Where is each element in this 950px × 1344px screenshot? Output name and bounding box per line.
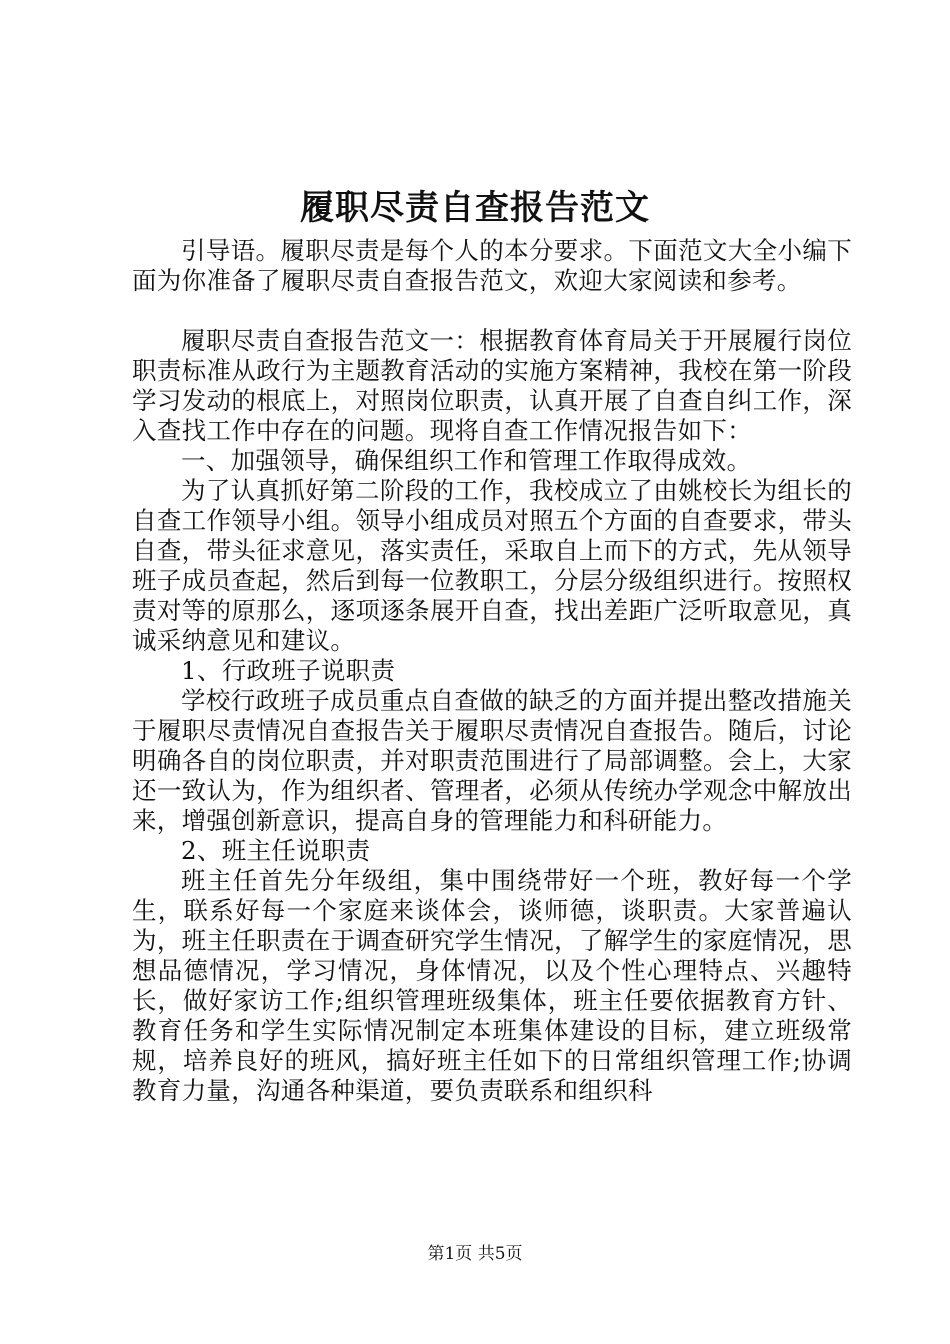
subsection-heading: 2、班主任说职责 — [181, 836, 371, 865]
body-paragraph: 为了认真抓好第二阶段的工作，我校成立了由姚校长为组长的自查工作领导小组。领导小组成员对照五个方面的自查要求，带头自查，带头征求意见，落实责任，采取自上而下的方式，先从领导班子成员查起，然后到每一位教职工，分层分级组织进行。按照权责对等的原那么，逐项逐条展开自查，找出差距广泛听取意见，真诚采纳意见和建议。 — [132, 476, 852, 655]
section-heading: 一、加强领导，确保组织工作和管理工作取得成效。 — [181, 446, 752, 475]
intro-paragraph: 引导语。履职尽责是每个人的本分要求。下面范文大全小编下面为你准备了履职尽责自查报告范文，欢迎大家阅读和参考。 — [132, 236, 852, 295]
page-footer: 第1页 共5页 — [427, 1244, 523, 1264]
document-title: 履职尽责自查报告范文 — [300, 188, 650, 228]
subsection-heading: 1、行政班子说职责 — [181, 656, 396, 685]
body-paragraph: 班主任首先分年级组，集中围绕带好一个班，教好每一个学生，联系好每一个家庭来谈体会，谈师德，谈职责。大家普遍认为，班主任职责在于调查研究学生情况，了解学生的家庭情况，思想品德情况，学习情况，身体情况，以及个性心理特点、兴趣特长，做好家访工作;组织管理班级集体，班主任要依据教育方针、教育任务和学生实际情况制定本班集体建设的目标，建立班级常规，培养良好的班风，搞好班主任如下的日常组织管理工作;协调教育力量，沟通各种渠道，要负责联系和组织科 — [132, 866, 852, 1105]
body-paragraph: 履职尽责自查报告范文一：根据教育体育局关于开展履行岗位职责标准从政行为主题教育活动的实施方案精神，我校在第一阶段学习发动的根底上，对照岗位职责，认真开展了自查自纠工作，深入查找工作中存在的问题。现将自查工作情况报告如下： — [132, 326, 852, 445]
body-paragraph: 学校行政班子成员重点自查做的缺乏的方面并提出整改措施关于履职尽责情况自查报告关于履职尽责情况自查报告。随后，讨论明确各自的岗位职责，并对职责范围进行了局部调整。会上，大家还一致认为，作为组织者、管理者，必须从传统办学观念中解放出来，增强创新意识，提高自身的管理能力和科研能力。 — [132, 686, 852, 835]
document-body — [132, 236, 852, 1106]
